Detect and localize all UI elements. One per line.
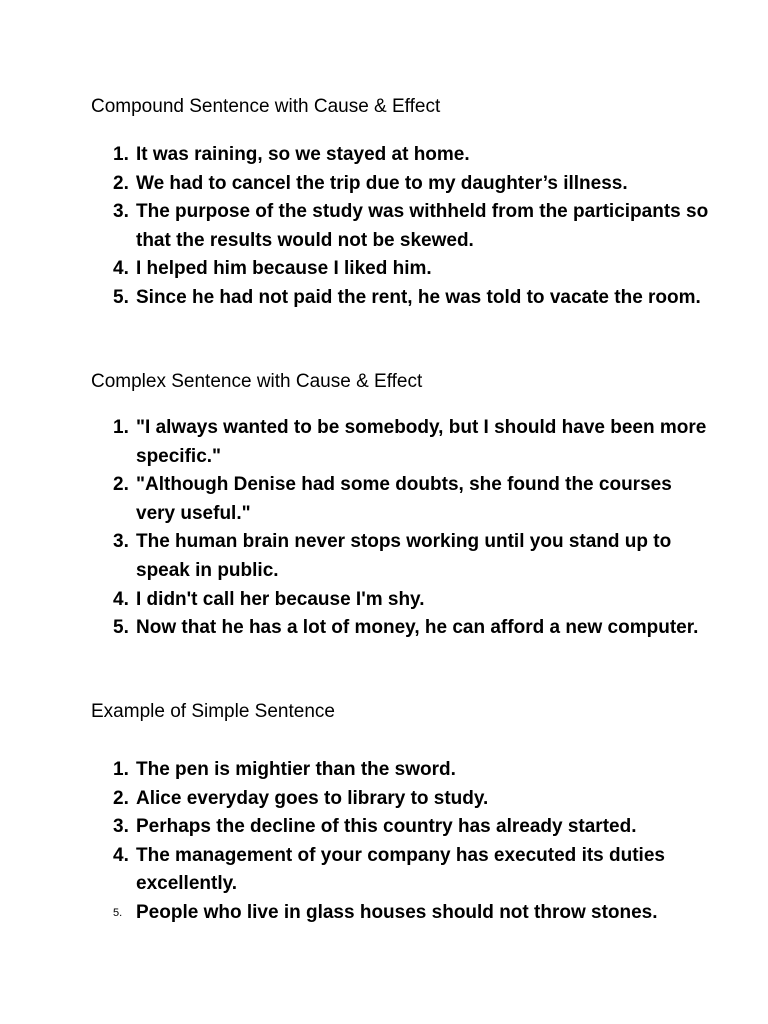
- list-item: [113, 141, 713, 170]
- list-item: [113, 528, 713, 585]
- list-item: [113, 198, 713, 255]
- item-number: 4.: [113, 258, 129, 280]
- item-number: 5.: [113, 286, 129, 308]
- item-number: 3.: [113, 816, 129, 838]
- list-item: [113, 255, 713, 284]
- list-item: [113, 414, 713, 471]
- compound-sentence-list: [113, 141, 713, 313]
- item-number: 5.: [113, 617, 129, 639]
- list-item: [113, 284, 713, 313]
- item-text: The human brain never stops working until you stand up to speak in public.: [136, 531, 672, 581]
- list-item: [113, 842, 713, 899]
- item-text: Now that he has a lot of money, he can afford a new computer.: [136, 617, 699, 639]
- item-number: 2.: [113, 787, 129, 809]
- item-text: I didn't call her because I'm shy.: [136, 588, 425, 610]
- item-text: People who live in glass houses should not throw stones.: [136, 901, 658, 923]
- item-number: 5.: [113, 906, 123, 919]
- item-text: The purpose of the study was withheld from the participants so that the results would not be skewed.: [136, 201, 709, 251]
- item-number: 4.: [113, 844, 129, 866]
- item-text: Perhaps the decline of this country has already started.: [136, 816, 637, 838]
- list-item: [113, 813, 713, 842]
- list-item: [113, 170, 713, 199]
- item-text: I helped him because I liked him.: [136, 258, 432, 280]
- section-title-compound: Compound Sentence with Cause & Effect: [91, 96, 441, 117]
- item-number: 3.: [113, 531, 129, 553]
- item-text: The pen is mightier than the sword.: [136, 759, 456, 780]
- item-text: Since he had not paid the rent, he was told to vacate the room.: [136, 286, 701, 308]
- item-text: We had to cancel the trip due to my daughter’s illness.: [136, 172, 628, 194]
- list-item: [113, 899, 713, 928]
- item-number: 1.: [113, 417, 129, 438]
- item-text: "I always wanted to be somebody, but I should have been more specific.": [136, 417, 707, 467]
- list-item: [113, 614, 713, 643]
- item-text: "Although Denise had some doubts, she found the courses very useful.": [136, 474, 672, 524]
- section-title-complex: Complex Sentence with Cause & Effect: [91, 371, 423, 392]
- item-number: 2.: [113, 474, 129, 496]
- item-number: 4.: [113, 588, 129, 610]
- list-item: [113, 471, 713, 528]
- item-text: It was raining, so we stayed at home.: [136, 144, 470, 165]
- item-text: Alice everyday goes to library to study.: [136, 787, 489, 809]
- simple-sentence-list: [113, 756, 713, 928]
- list-item: [113, 586, 713, 615]
- item-number: 3.: [113, 201, 129, 223]
- item-text: The management of your company has executed its duties excellently.: [136, 844, 665, 895]
- item-number: 1.: [113, 759, 129, 780]
- complex-sentence-list: [113, 414, 713, 643]
- section-title-simple: Example of Simple Sentence: [91, 701, 335, 722]
- item-number: 1.: [113, 144, 129, 165]
- list-item: [113, 785, 713, 814]
- item-number: 2.: [113, 172, 129, 194]
- list-item: [113, 756, 713, 785]
